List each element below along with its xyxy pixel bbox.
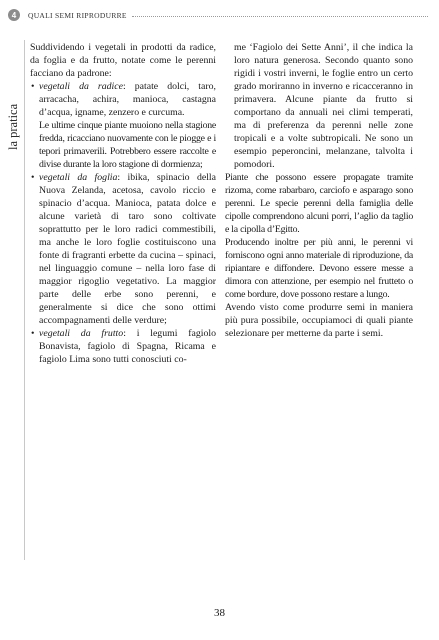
list-item-leaf-vegetables [30,171,216,327]
list-item-continuation: me ‘Fagiolo dei Sette Anni’, il che indica la loro natura generosa. Secondo quanto sono rigidi i vostri inverni, le foglie entro un certo grado moriranno in inverno e ricacceranno in primavera. Alcune piante da frutto si comportano da annuali nei climi temperati, ma di preferenza da perenni nelle zone tropicali e a volte subtropicali. Ne sono un esempio peperoncini, melanzane, talvolta i pomodori. [234,42,413,170]
left-text-column [30,41,216,366]
list-item-text: : ibika, spinacio della Nuova Zelanda, acetosa, cavolo riccio e spinacio d’acqua. Manioca, patata dolce e alcune varietà di taro sono coltivate soprattutto per le loro radici commestibili, ma anche le loro foglie costituiscono una fonte di fragranti erbette da cucina – spinaci, nel linguaggio comune – nella loro fase di maggior rigoglio vegetativo. La maggior parte delle erbe sono perenni, e generalmente si dice che sono ottimi accompagnamenti delle verdure; [39,172,216,326]
bullet-mark: • [31,81,35,92]
side-vertical-rule [24,40,25,560]
list-item-text: : patate dolci, taro, arracacha, achira, manioca, castagna d’acqua, igname, zenzero e curcuma. [39,81,216,118]
bullet-mark: • [31,328,35,339]
list-item-text: : i legumi fagiolo Bonavista, fagiolo di Spagna, Ricama e fagiolo Lima sono tutti conosciuti co- [39,328,216,365]
section-title: QUALI SEMI RIPRODURRE [28,10,127,20]
chapter-number-badge: 4 [8,9,20,21]
list-item-continuation: Le ultime cinque piante muoiono nella stagione fredda, ricacciano nuovamente con le piogge e i tepori primaverili. Potrebbero essere raccolte e divise durante la loro stagione di dormienza; [39,120,216,170]
side-section-label: la pratica [6,103,20,150]
running-header [8,8,428,22]
page-number: 38 [214,607,225,619]
paragraph-seed-selection: Avendo visto come produrre semi in maniera più pura possibile, occupiamoci di quali piante selezionare per metterne da parte i semi. [225,302,413,339]
paragraph-propagation: Producendo inoltre per più anni, le perenni vi forniscono ogni anno materiale di riproduzione, da ripiantare e diffondere. Devono essere messe a dimora con attenzione, per esempio nel frutteto o come bordure, dove possono restare a lungo. [225,237,413,300]
right-text-column [225,41,413,340]
list-item-term: vegetali da radice [39,81,123,92]
list-item-term: vegetali da foglia [39,172,118,183]
intro-paragraph: Suddividendo i vegetali in prodotti da radice, da foglia e da frutto, notate come le perenni facciano da padrone: [30,42,216,79]
list-item-fruit-vegetables [30,327,216,366]
paragraph-rhizome-plants: Piante che possono essere propagate tramite rizoma, come rabarbaro, carciofo e asparago sono perenni. Le specie perenni della famiglia delle cipolle comprendono alcuni porri, l’aglio da taglio e la cipolla d’Egitto. [225,172,413,235]
list-item-root-vegetables [30,80,216,119]
list-item-term: vegetali da frutto [39,328,124,339]
bullet-mark: • [31,172,35,183]
header-dotted-rule [132,16,428,17]
